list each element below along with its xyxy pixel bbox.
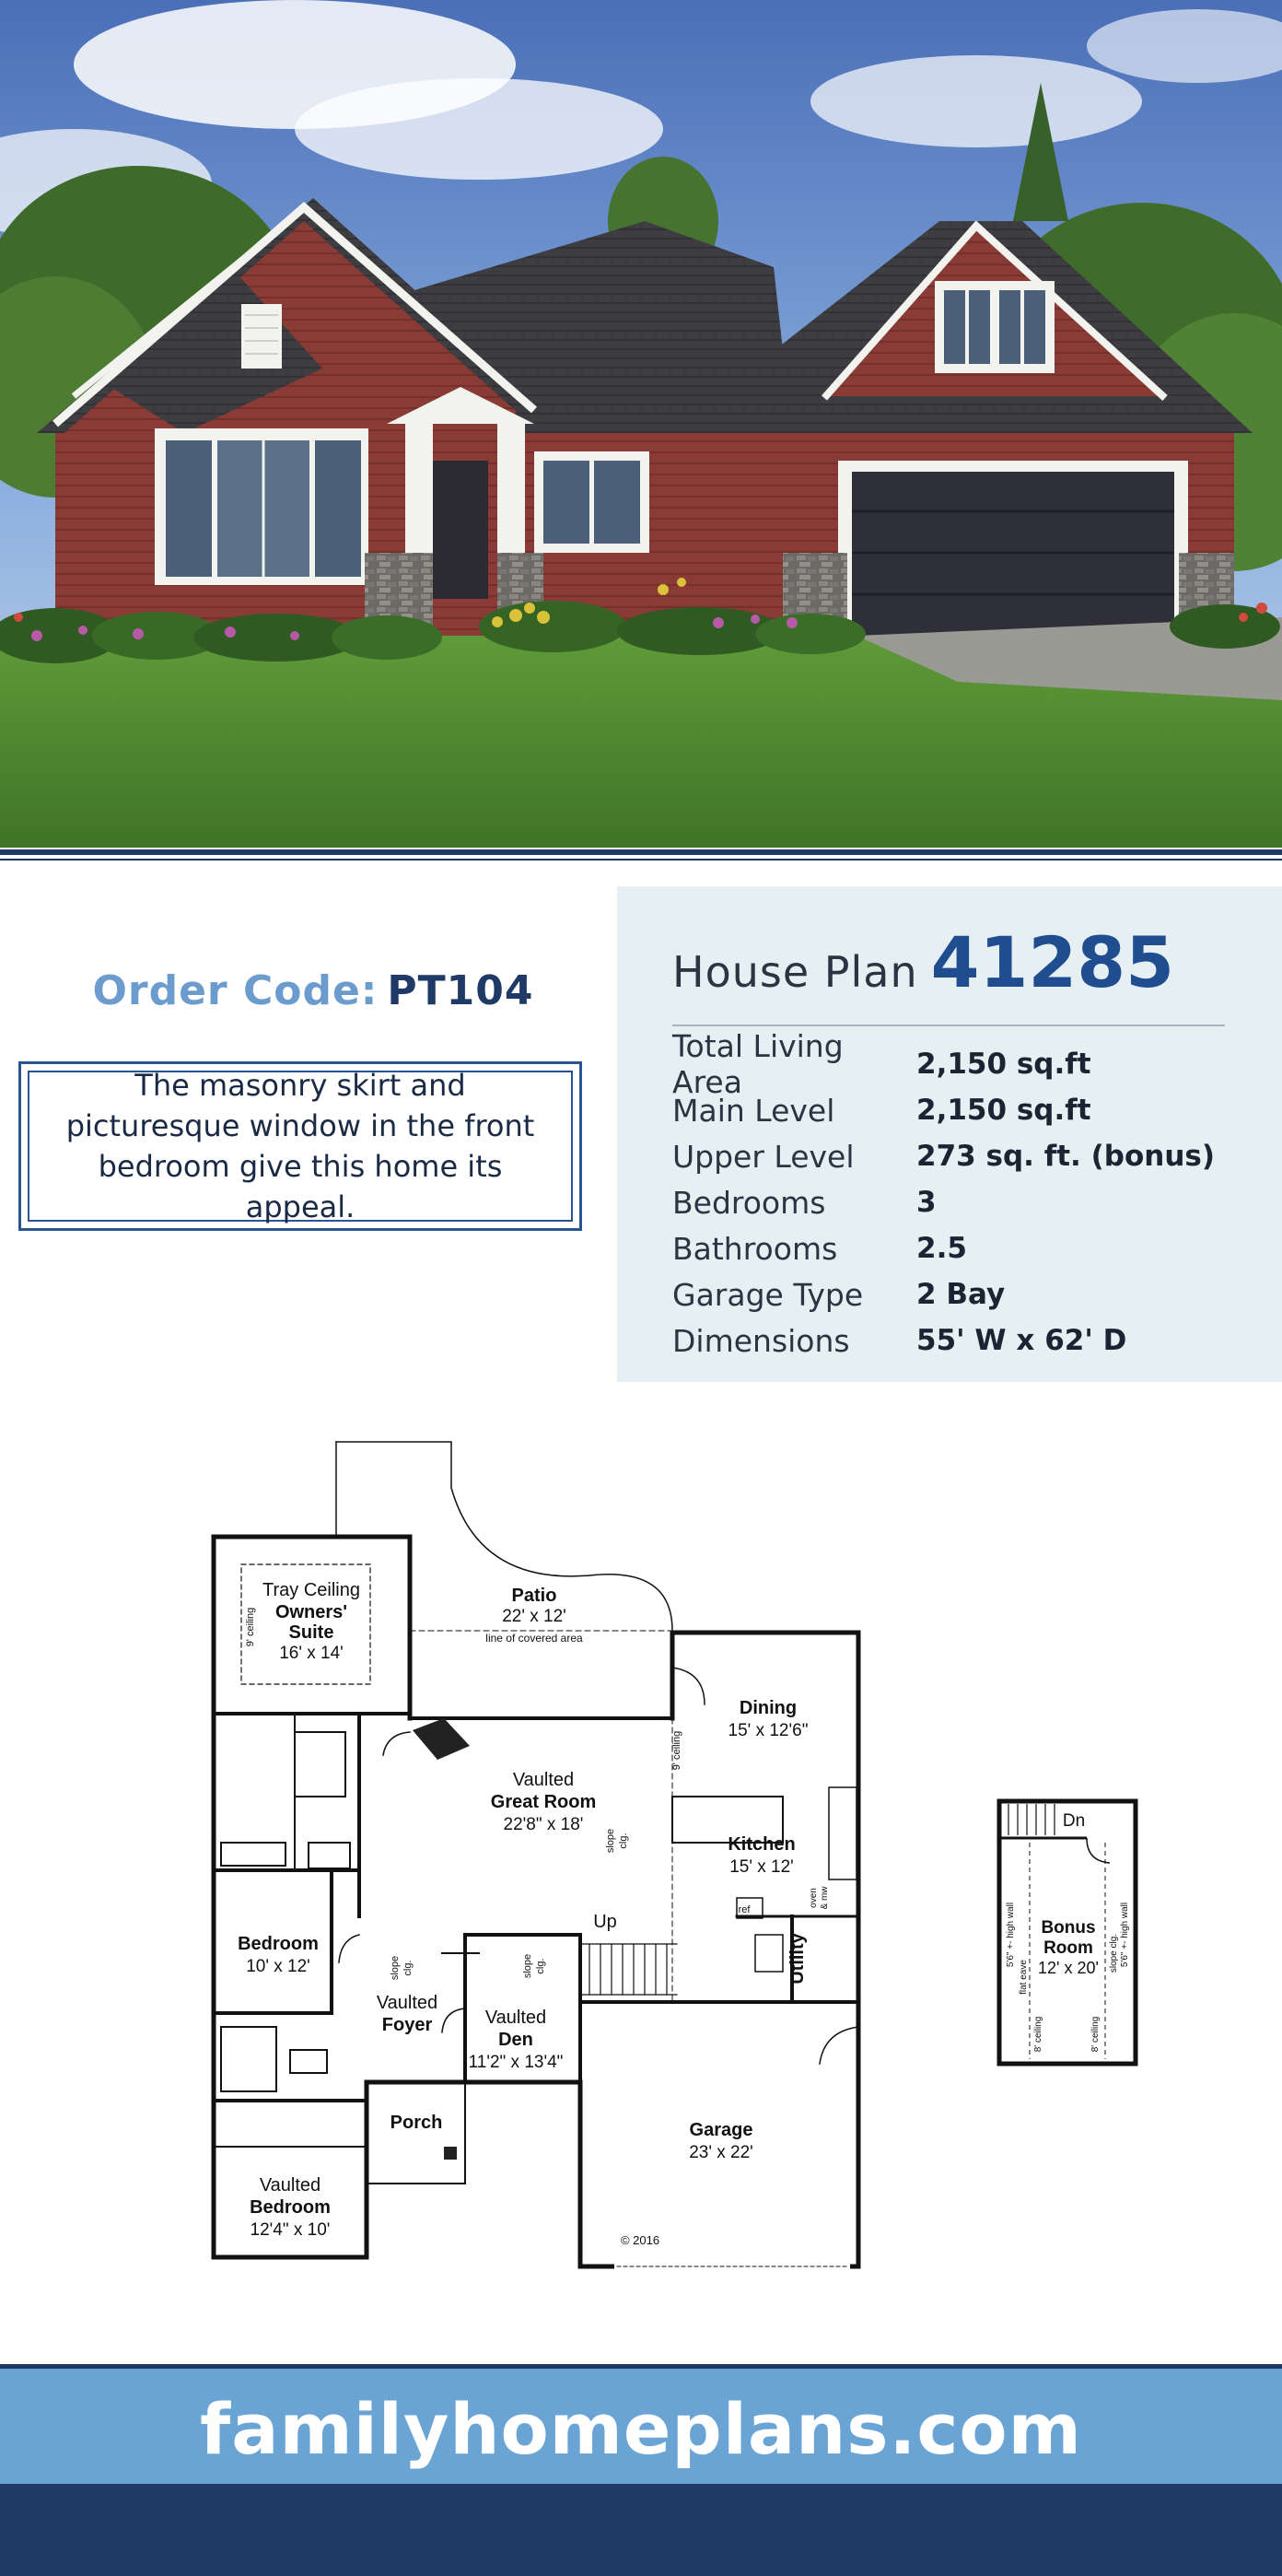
- foyer-label-1: Vaulted: [376, 1993, 438, 2013]
- main-floor-plan: [203, 1437, 884, 2289]
- foyer-slope: slope: [390, 1955, 401, 1981]
- up-label: Up: [593, 1912, 617, 1932]
- den-size: 11'2" x 13'4": [468, 2053, 564, 2072]
- den-clg: clg.: [535, 1958, 546, 1974]
- great-room-clg: clg.: [618, 1832, 629, 1849]
- owners-suite-label-2: Suite: [288, 1622, 334, 1643]
- spec-row: [672, 1317, 1215, 1364]
- kitchen-size: 15' x 12': [729, 1857, 794, 1877]
- oven-label-2: & mw: [820, 1886, 830, 1910]
- owners-suite-ceiling: Tray Ceiling: [262, 1580, 360, 1600]
- order-code: [0, 967, 626, 1014]
- vaulted-bedroom-label-2: Bedroom: [250, 2197, 331, 2218]
- plan-panel: [617, 886, 1282, 1382]
- spec-row: [672, 1179, 1215, 1225]
- spec-table: [672, 1028, 1216, 1364]
- house-rendering: [0, 0, 1282, 848]
- spec-row: [672, 1087, 1215, 1133]
- great-room-slope: slope: [605, 1828, 616, 1854]
- spec-label: Garage Type: [672, 1276, 864, 1313]
- spec-label: Total Living Area: [672, 1028, 844, 1100]
- bonus-room-size: 12' x 20': [1038, 1959, 1099, 1977]
- garage-label: Garage: [689, 2120, 753, 2140]
- patio-label: Patio: [511, 1586, 557, 1606]
- vaulted-bedroom-label-1: Vaulted: [259, 2175, 321, 2195]
- spec-value: 2 Bay: [916, 1278, 1006, 1311]
- great-room-label-1: Vaulted: [512, 1770, 575, 1790]
- dining-size: 15' x 12'6": [728, 1721, 809, 1740]
- spec-value: 2,150 sq.ft: [916, 1094, 1091, 1127]
- garage-size: 23' x 22': [689, 2143, 753, 2162]
- spec-row: [672, 1028, 1215, 1100]
- order-code-label: Order Code:: [92, 967, 379, 1014]
- bonus-room-label-2: Room: [1043, 1938, 1093, 1958]
- bonus-ceiling-left: 8' ceiling: [1033, 2016, 1043, 2053]
- foyer-label-2: Foyer: [381, 2015, 433, 2035]
- patio-size: 22' x 12': [502, 1607, 566, 1626]
- spec-label: Main Level: [672, 1092, 835, 1129]
- owners-suite-side-note: 9' ceiling: [245, 1607, 256, 1647]
- spec-value: 2,150 sq.ft: [916, 1048, 1091, 1081]
- dining-ceiling-note: 9' ceiling: [671, 1730, 682, 1771]
- spec-label: Dimensions: [672, 1322, 850, 1359]
- bonus-eave: flat eave: [1019, 1960, 1029, 1995]
- spec-value: 2.5: [916, 1232, 967, 1265]
- spec-label: Bathrooms: [672, 1230, 838, 1267]
- kitchen-label: Kitchen: [728, 1834, 796, 1855]
- bedroom-label: Bedroom: [238, 1934, 319, 1954]
- spec-row: [672, 1271, 1215, 1317]
- divider-stripe-thick: [0, 849, 1282, 855]
- oven-label-1: oven: [809, 1888, 819, 1908]
- plan-title-word: House Plan: [672, 947, 918, 997]
- dining-label: Dining: [739, 1698, 798, 1718]
- bonus-wall-right: 5'6" +- high wall: [1120, 1902, 1130, 1968]
- utility-label: Utility: [787, 1933, 808, 1985]
- description-box: [18, 1061, 582, 1231]
- owners-suite-size: 16' x 14': [279, 1644, 344, 1663]
- spec-value: 3: [916, 1186, 937, 1219]
- bonus-slope: slope clg.: [1109, 1933, 1119, 1973]
- vaulted-bedroom-size: 12'4" x 10': [250, 2220, 331, 2240]
- footer-bottom-bar: [0, 2484, 1282, 2576]
- bonus-room-label-1: Bonus: [1041, 1918, 1096, 1938]
- site-url-link[interactable]: familyhomeplans.com: [200, 2387, 1082, 2470]
- great-room-label-2: Great Room: [490, 1792, 597, 1812]
- bonus-ceiling-right: 8' ceiling: [1090, 2016, 1101, 2053]
- dn-label: Dn: [1062, 1811, 1086, 1831]
- description-text: The masonry skirt and picturesque window in the front bedroom give this home its appeal.: [65, 1068, 535, 1224]
- bonus-room-plan: [995, 1797, 1142, 2077]
- spec-label: Bedrooms: [672, 1184, 826, 1221]
- spec-label: Upper Level: [672, 1138, 855, 1175]
- ref-label: ref: [738, 1904, 751, 1915]
- foyer-clg: clg.: [402, 1960, 414, 1976]
- great-room-size: 22'8" x 18': [503, 1815, 584, 1834]
- order-code-value: PT104: [387, 967, 534, 1014]
- bonus-wall-left: 5'6" +- high wall: [1006, 1902, 1016, 1968]
- spec-row: [672, 1225, 1215, 1271]
- den-label-2: Den: [498, 2030, 533, 2050]
- spec-row: [672, 1133, 1215, 1179]
- divider-stripe-thin: [0, 859, 1282, 861]
- footer-band: [0, 2364, 1282, 2488]
- den-slope: slope: [522, 1953, 533, 1979]
- plan-title: [672, 921, 1174, 1003]
- den-label-1: Vaulted: [484, 2008, 547, 2028]
- patio-note: line of covered area: [485, 1632, 583, 1645]
- plan-divider: [672, 1025, 1225, 1026]
- bedroom-size: 10' x 12': [246, 1957, 310, 1976]
- copyright: © 2016: [620, 2233, 660, 2247]
- spec-value: 273 sq. ft. (bonus): [916, 1140, 1216, 1173]
- porch-label: Porch: [390, 2113, 443, 2133]
- owners-suite-label-1: Owners': [274, 1602, 348, 1622]
- plan-number: 41285: [930, 921, 1175, 1003]
- spec-value: 55' W x 62' D: [916, 1324, 1127, 1357]
